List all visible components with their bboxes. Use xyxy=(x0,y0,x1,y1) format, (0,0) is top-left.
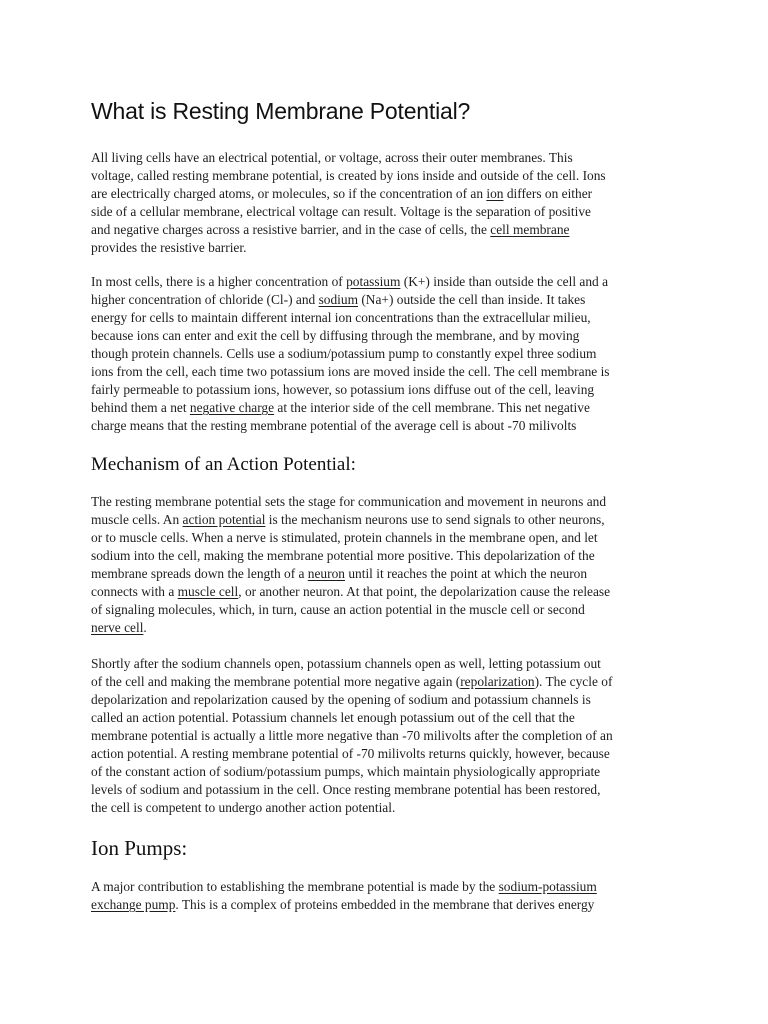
text-run: because ions can enter and exit the cell by diffusing through the membrane, and by moving xyxy=(91,328,580,343)
paragraph-repolarization xyxy=(91,655,681,817)
text-run: of the constant action of sodium/potassium pumps, which maintain physiologically appropriate xyxy=(91,764,601,779)
text-run: fairly permeable to potassium ions, however, so potassium ions diffuse out of the cell, leaving xyxy=(91,382,595,397)
text-run: . xyxy=(143,620,147,635)
text-run: are electrically charged atoms, or molecules, so if the concentration of an xyxy=(91,186,487,201)
paragraph-intro xyxy=(91,149,681,257)
text-run: or to muscle cells. When a nerve is stimulated, protein channels in the membrane open, and let xyxy=(91,530,598,545)
text-run: (Na+) outside the cell than inside. It takes xyxy=(358,292,586,307)
text-run: though protein channels. Cells use a sodium/potassium pump to constantly expel three sodium xyxy=(91,346,597,361)
text-run: All living cells have an electrical potential, or voltage, across their outer membranes. This xyxy=(91,150,573,165)
text-line xyxy=(91,511,681,529)
text-line xyxy=(91,565,681,583)
text-run: levels of sodium and potassium in the cell. Once resting membrane potential has been restored, xyxy=(91,782,601,797)
text-line xyxy=(91,673,681,691)
inline-link[interactable]: sodium-potassium xyxy=(498,879,597,894)
text-run: Shortly after the sodium channels open, potassium channels open as well, letting potassium out xyxy=(91,656,601,671)
text-line xyxy=(91,763,681,781)
text-run: ions from the cell, each time two potassium ions are moved inside the cell. The cell membrane is xyxy=(91,364,610,379)
text-line xyxy=(91,878,681,896)
text-line xyxy=(91,363,681,381)
text-run: depolarization and repolarization caused by the opening of sodium and potassium channels is xyxy=(91,692,591,707)
text-run: of the cell and making the membrane potential more negative again ( xyxy=(91,674,461,689)
text-run: connects with a xyxy=(91,584,178,599)
text-line xyxy=(91,345,681,363)
text-line xyxy=(91,619,681,637)
text-line xyxy=(91,655,681,673)
text-run: of signaling molecules, which, in turn, cause an action potential in the muscle cell or second xyxy=(91,602,585,617)
paragraph-concentrations xyxy=(91,273,681,435)
text-line xyxy=(91,529,681,547)
heading-mechanism: Mechanism of an Action Potential: xyxy=(91,454,356,475)
text-line xyxy=(91,727,681,745)
page-title: What is Resting Membrane Potential? xyxy=(91,98,471,124)
text-run: sodium into the cell, making the membrane potential more positive. This depolarization of the xyxy=(91,548,595,563)
text-run: ). The cycle of xyxy=(534,674,613,689)
text-line xyxy=(91,327,681,345)
text-line xyxy=(91,185,681,203)
inline-link[interactable]: negative charge xyxy=(189,400,275,415)
text-line xyxy=(91,745,681,763)
text-line xyxy=(91,149,681,167)
inline-link[interactable]: neuron xyxy=(307,566,345,581)
text-line xyxy=(91,709,681,727)
text-run: called an action potential. Potassium channels let enough potassium out of the cell that the xyxy=(91,710,575,725)
text-line xyxy=(91,547,681,565)
inline-link[interactable]: action potential xyxy=(182,512,266,527)
text-run: charge means that the resting membrane potential of the average cell is about -70 milivolts xyxy=(91,418,577,433)
text-line xyxy=(91,291,681,309)
paragraph-action-potential xyxy=(91,493,681,637)
inline-link[interactable]: muscle cell xyxy=(177,584,239,599)
text-run: membrane spreads down the length of a xyxy=(91,566,308,581)
text-run: A major contribution to establishing the membrane potential is made by the xyxy=(91,879,499,894)
text-run: side of a cellular membrane, electrical voltage can result. Voltage is the separation of positive xyxy=(91,204,591,219)
text-line xyxy=(91,691,681,709)
heading-ion-pumps: Ion Pumps: xyxy=(91,836,188,860)
text-line xyxy=(91,896,681,914)
inline-link[interactable]: cell membrane xyxy=(490,222,570,237)
text-run: behind them a net xyxy=(91,400,190,415)
inline-link[interactable]: potassium xyxy=(346,274,401,289)
text-line xyxy=(91,203,681,221)
text-line xyxy=(91,601,681,619)
text-run: muscle cells. An xyxy=(91,512,183,527)
text-run: In most cells, there is a higher concentration of xyxy=(91,274,347,289)
text-line xyxy=(91,583,681,601)
text-line xyxy=(91,799,681,817)
text-run: the cell is competent to undergo another action potential. xyxy=(91,800,396,815)
text-line xyxy=(91,239,681,257)
paragraph-ion-pumps xyxy=(91,878,681,914)
inline-link[interactable]: nerve cell xyxy=(91,620,144,635)
inline-link[interactable]: repolarization xyxy=(460,674,535,689)
text-run: differs on either xyxy=(503,186,593,201)
text-run: The resting membrane potential sets the stage for communication and movement in neurons and xyxy=(91,494,607,509)
text-run: , or another neuron. At that point, the depolarization cause the release xyxy=(238,584,611,599)
text-run: energy for cells to maintain different internal ion concentrations than the extracellular milieu, xyxy=(91,310,591,325)
text-run: membrane potential is actually a little more negative than -70 milivolts after the completion of an xyxy=(91,728,613,743)
inline-link[interactable]: exchange pump xyxy=(91,897,176,912)
text-run: and negative charges across a resistive barrier, and in the case of cells, the xyxy=(91,222,491,237)
text-line xyxy=(91,417,681,435)
text-run: provides the resistive barrier. xyxy=(91,240,247,255)
text-line xyxy=(91,493,681,511)
text-run: voltage, called resting membrane potential, is created by ions inside and outside of the cell. Ions xyxy=(91,168,606,183)
text-run: until it reaches the point at which the neuron xyxy=(344,566,588,581)
text-line xyxy=(91,781,681,799)
text-run: is the mechanism neurons use to send signals to other neurons, xyxy=(265,512,605,527)
text-line xyxy=(91,309,681,327)
text-line xyxy=(91,167,681,185)
text-run: at the interior side of the cell membrane. This net negative xyxy=(274,400,590,415)
text-run: . This is a complex of proteins embedded in the membrane that derives energy xyxy=(175,897,595,912)
text-run: action potential. A resting membrane potential of -70 milivolts returns quickly, however, because xyxy=(91,746,610,761)
text-line xyxy=(91,273,681,291)
text-run: higher concentration of chloride (Cl-) and xyxy=(91,292,319,307)
text-line xyxy=(91,221,681,239)
text-line xyxy=(91,381,681,399)
text-run: (K+) inside than outside the cell and a xyxy=(400,274,609,289)
inline-link[interactable]: ion xyxy=(486,186,504,201)
text-line xyxy=(91,399,681,417)
inline-link[interactable]: sodium xyxy=(318,292,358,307)
